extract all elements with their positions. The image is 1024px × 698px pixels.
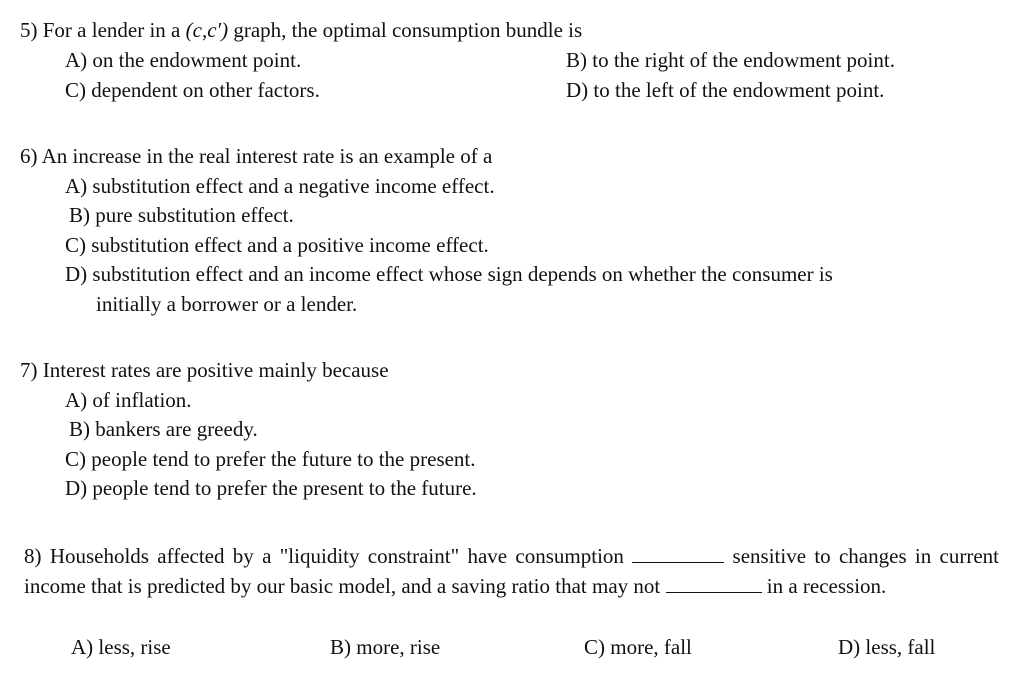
question-5-stem — [20, 17, 582, 43]
option-d[interactable]: D) substitution effect and an income effect whose sign depends on whether the consumer is — [65, 262, 833, 286]
stem-italic-text: (c,c′) — [185, 18, 229, 42]
stem-text-part1: Households affected by a "liquidity constraint" have consumption — [49, 544, 624, 568]
stem-text: An increase in the real interest rate is an example of a — [41, 144, 493, 168]
question-6-stem — [20, 143, 492, 169]
option-b[interactable]: B) to the right of the endowment point. — [566, 48, 895, 72]
option-c[interactable]: C) more, fall — [584, 635, 692, 659]
question-number: 5) — [20, 18, 38, 42]
option-a[interactable]: A) substitution effect and a negative income effect. — [65, 174, 495, 198]
option-b[interactable]: B) more, rise — [330, 635, 441, 659]
option-b[interactable]: B) pure substitution effect. — [69, 203, 294, 227]
stem-text-part2: sensitive to changes in current income that is predicted by our basic model, and a saving ratio that may not — [24, 544, 1000, 598]
stem-text: For a lender in a — [42, 18, 186, 42]
question-7-stem — [20, 357, 389, 383]
stem-text-part3: in a recession. — [766, 574, 887, 598]
option-d[interactable]: D) people tend to prefer the present to the future. — [65, 476, 477, 500]
answer-blank-2 — [666, 574, 762, 593]
option-b[interactable]: B) bankers are greedy. — [69, 417, 258, 441]
question-8-stem — [24, 541, 999, 601]
question-number: 6) — [20, 144, 38, 168]
option-a[interactable]: A) on the endowment point. — [65, 48, 302, 72]
question-number: 8) — [24, 544, 42, 568]
option-a[interactable]: A) less, rise — [71, 635, 171, 659]
question-number: 7) — [20, 358, 38, 382]
option-d[interactable]: D) less, fall — [838, 635, 936, 659]
option-c[interactable]: C) dependent on other factors. — [65, 78, 320, 102]
answer-blank-1 — [632, 544, 724, 563]
stem-text-end: graph, the optimal consumption bundle is — [228, 18, 583, 42]
option-c[interactable]: C) substitution effect and a positive income effect. — [65, 233, 489, 257]
option-a[interactable]: A) of inflation. — [65, 388, 192, 412]
stem-text: Interest rates are positive mainly because — [42, 358, 389, 382]
option-c[interactable]: C) people tend to prefer the future to the present. — [65, 447, 476, 471]
option-d-continuation: initially a borrower or a lender. — [96, 292, 358, 316]
option-d[interactable]: D) to the left of the endowment point. — [566, 78, 885, 102]
